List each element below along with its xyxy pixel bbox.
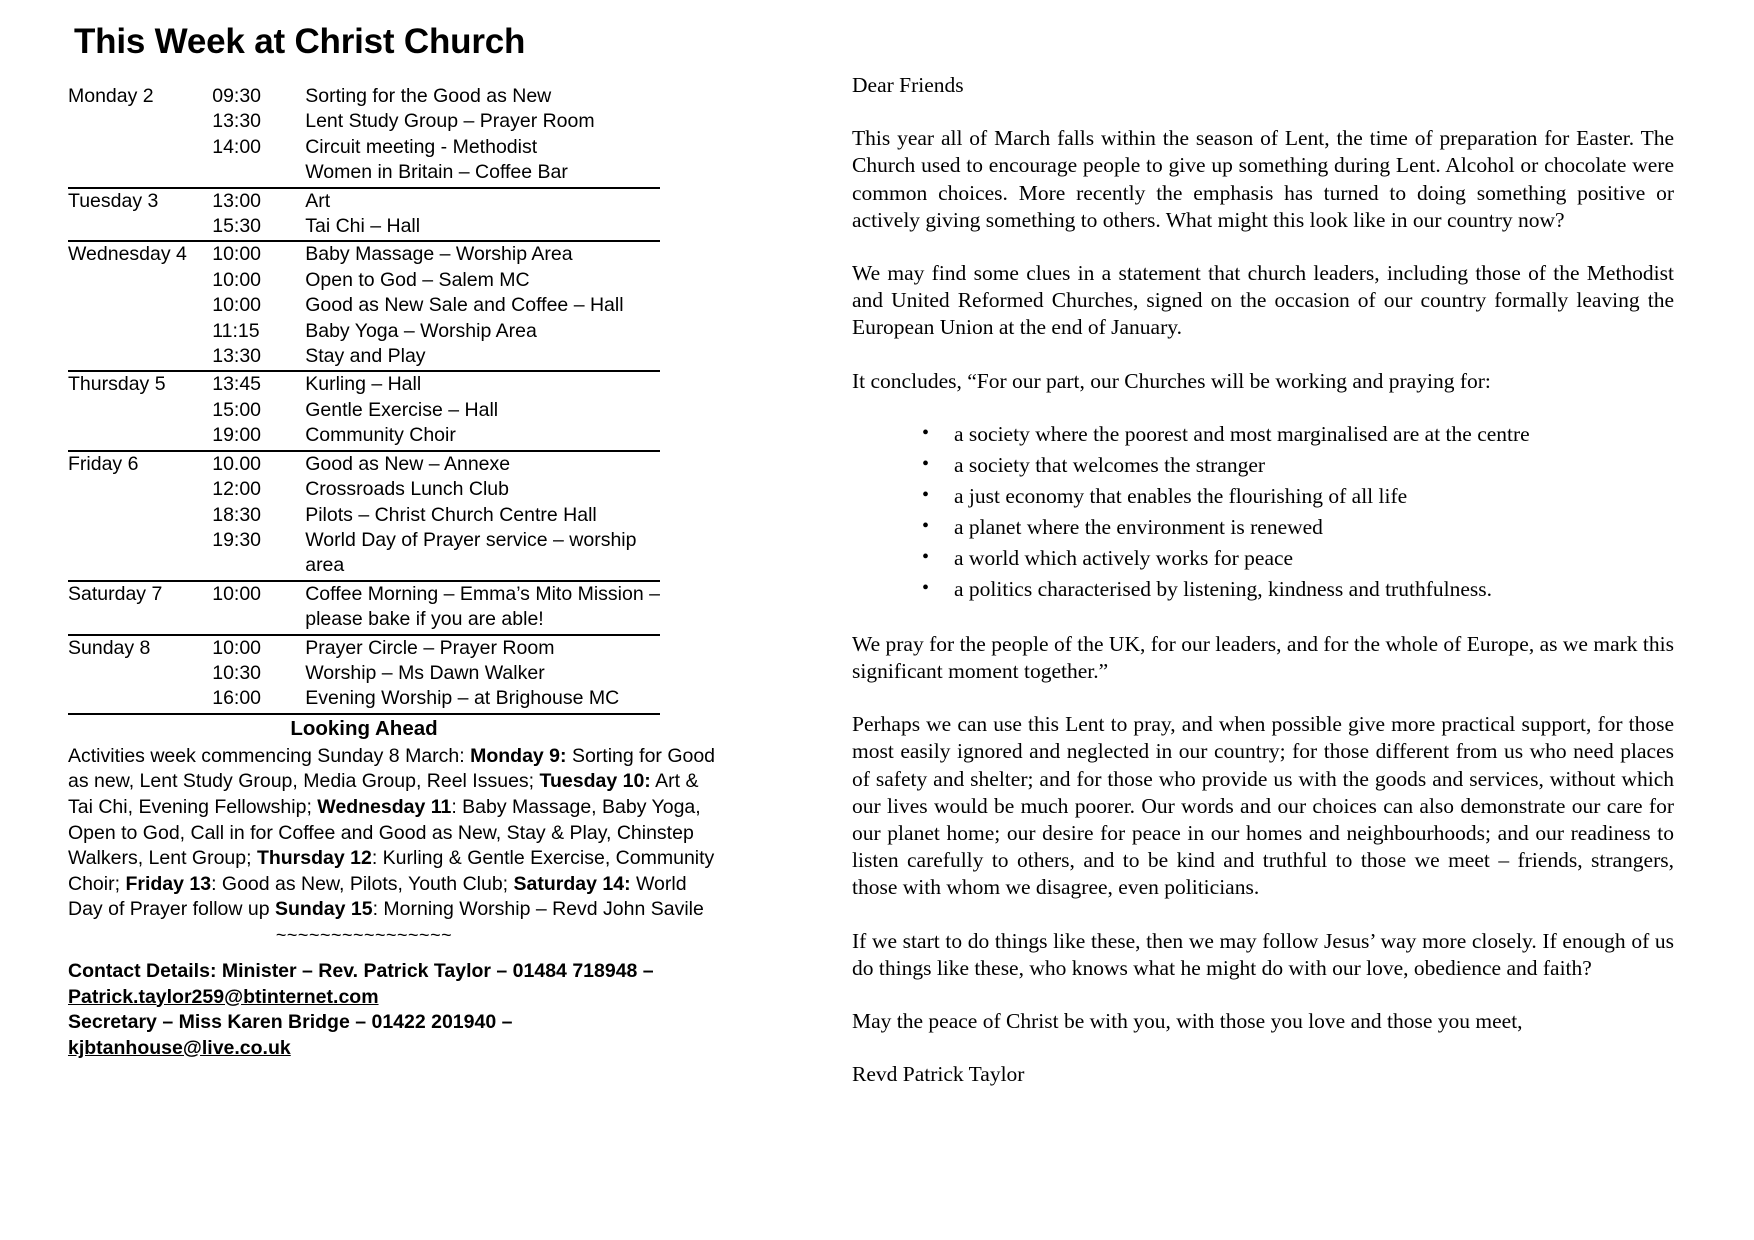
schedule-time: 18:30: [212, 503, 262, 526]
looking-ahead-day-text: : Morning Worship – Revd John Savile: [372, 898, 704, 921]
looking-ahead-heading: Looking Ahead: [290, 716, 438, 740]
letter-signature: Revd Patrick Taylor: [852, 1062, 1025, 1087]
contact-details: [68, 959, 728, 1061]
schedule-day-label: Monday 2: [68, 84, 212, 188]
schedule-event: Crossroads Lunch Club: [305, 478, 509, 501]
letter-column: [790, 0, 1754, 1240]
schedule-event: Baby Yoga – Worship Area: [305, 319, 537, 342]
schedule-times: [212, 635, 305, 714]
looking-ahead-day-text: : Good as New, Pilots, Youth Club;: [211, 872, 514, 895]
schedule-event: Evening Worship – at Brighouse MC: [305, 687, 620, 710]
weekly-schedule-table: [68, 84, 660, 715]
section-divider: ~~~~~~~~~~~~~~~~: [275, 924, 453, 945]
schedule-events: [305, 241, 660, 371]
schedule-times: [212, 84, 305, 188]
schedule-day-label: Saturday 7: [68, 581, 212, 635]
schedule-times: [212, 451, 305, 581]
schedule-event: Coffee Morning – Emma’s Mito Mission –: [305, 582, 660, 605]
schedule-column: [0, 0, 790, 1240]
schedule-event: Kurling – Hall: [305, 373, 422, 396]
schedule-time: 10:00: [212, 294, 262, 317]
letter-paragraph-3: It concludes, “For our part, our Churches will be working and praying for:: [852, 368, 1491, 393]
schedule-event: Worship – Ms Dawn Walker: [305, 661, 545, 684]
schedule-event: Gentle Exercise – Hall: [305, 398, 499, 421]
schedule-event: Tai Chi – Hall: [305, 215, 421, 238]
minister-line: Contact Details: Minister – Rev. Patrick Taylor – 01484 718948 –: [68, 959, 654, 982]
looking-ahead-day-label: Monday 9:: [470, 744, 567, 767]
schedule-event: Community Choir: [305, 424, 456, 447]
looking-ahead-intro: Activities week commencing Sunday 8 March:: [68, 744, 471, 767]
schedule-day-label: Thursday 5: [68, 371, 212, 450]
schedule-day-row: [68, 241, 660, 371]
schedule-events: [305, 371, 660, 450]
schedule-day-row: [68, 451, 660, 581]
looking-ahead-day-label: Friday 13: [125, 872, 212, 895]
schedule-event: Good as New Sale and Coffee – Hall: [305, 294, 624, 317]
schedule-times: [212, 241, 305, 371]
letter-paragraph-4: We pray for the people of the UK, for our leaders, and for the whole of Europe, as we mark this significant moment together.”: [852, 631, 1674, 684]
schedule-event: Circuit meeting - Methodist: [305, 135, 538, 158]
schedule-time: 10:30: [212, 661, 262, 684]
schedule-event: Pilots – Christ Church Centre Hall: [305, 503, 597, 526]
schedule-day-row: [68, 188, 660, 242]
schedule-event: Good as New – Annexe: [305, 452, 511, 475]
schedule-day-row: [68, 581, 660, 635]
pledge-item: • a politics characterised by listening, kindness and truthfulness.: [922, 574, 1674, 605]
pledge-item: • a society that welcomes the stranger: [922, 450, 1674, 481]
schedule-event: Prayer Circle – Prayer Room: [305, 636, 555, 659]
schedule-events: [305, 581, 660, 635]
pledge-item: • a planet where the environment is renewed: [922, 512, 1674, 543]
pledge-item: • a world which actively works for peace: [922, 543, 1674, 574]
schedule-time: 19:30: [212, 528, 262, 551]
schedule-day-label: Sunday 8: [68, 635, 212, 714]
schedule-time: 12:00: [212, 478, 262, 501]
schedule-time: 13:45: [212, 373, 262, 396]
schedule-events: [305, 451, 660, 581]
schedule-event: Women in Britain – Coffee Bar: [305, 161, 568, 184]
schedule-event: Art: [305, 189, 331, 212]
schedule-time: 16:00: [212, 687, 262, 710]
schedule-day-row: [68, 84, 660, 188]
schedule-time: 14:00: [212, 135, 262, 158]
schedule-event: please bake if you are able!: [305, 608, 544, 631]
looking-ahead-day-text: : Kurling & Gentle Exercise, Community Choir;: [68, 847, 715, 895]
schedule-time: 19:00: [212, 424, 262, 447]
letter-paragraph-2: We may find some clues in a statement that church leaders, including those of the Methodist and United Reformed Churches, signed on the occasion of our country formally leaving the European Union at the end of January.: [852, 261, 1674, 340]
looking-ahead-text: [68, 744, 718, 923]
looking-ahead-day-text: : Baby Massage, Baby Yoga, Open to God, Call in for Coffee and Good as New, Stay & Play, Chinstep Walkers, Lent Group;: [68, 795, 701, 870]
schedule-time: 13:00: [212, 189, 262, 212]
page-title: This Week at Christ Church: [74, 22, 526, 61]
looking-ahead-day-text: Art & Tai Chi, Evening Fellowship;: [68, 770, 699, 818]
schedule-time: 09:30: [212, 85, 262, 107]
letter-paragraph-6: If we start to do things like these, then we may follow Jesus’ way more closely. If enough of us do things like these, who knows what he might do with our love, obedience and faith?: [852, 928, 1674, 980]
looking-ahead-day-label: Sunday 15: [275, 898, 373, 921]
letter-closing: May the peace of Christ be with you, with those you love and those you meet,: [852, 1009, 1523, 1034]
pledge-item: • a just economy that enables the flourishing of all life: [922, 481, 1674, 512]
schedule-times: [212, 581, 305, 635]
schedule-day-label: Friday 6: [68, 451, 212, 581]
schedule-times: [212, 188, 305, 242]
letter-paragraph-1: This year all of March falls within the season of Lent, the time of preparation for Easter. The Church used to encourage people to give up something during Lent. Alcohol or chocolate were common choices. More recently the emphasis has turned to doing something positive or actively giving something to others. What might this look like in our country now?: [852, 126, 1674, 232]
schedule-time: 13:30: [212, 110, 262, 133]
schedule-event: Lent Study Group – Prayer Room: [305, 110, 595, 133]
schedule-times: [212, 371, 305, 450]
schedule-event: Stay and Play: [305, 345, 426, 368]
schedule-time: [212, 607, 305, 632]
schedule-time: 10:00: [212, 243, 262, 266]
schedule-time: 10:00: [212, 268, 262, 291]
schedule-event: Baby Massage – Worship Area: [305, 243, 573, 266]
schedule-events: [305, 188, 660, 242]
schedule-event: World Day of Prayer service – worship: [305, 528, 637, 551]
pledge-item: • a society where the poorest and most marginalised are at the centre: [922, 419, 1674, 450]
schedule-time: [212, 160, 305, 185]
letter-salutation: Dear Friends: [852, 73, 964, 97]
schedule-day-row: [68, 635, 660, 714]
schedule-events: [305, 84, 660, 188]
schedule-time: 10:00: [212, 636, 262, 659]
schedule-events: [305, 635, 660, 714]
schedule-time: [212, 553, 305, 578]
schedule-time: 15:00: [212, 398, 262, 421]
minister-email[interactable]: Patrick.taylor259@btinternet.com: [68, 985, 379, 1008]
schedule-event: area: [305, 554, 345, 577]
looking-ahead-day-text: Sorting for Good as new, Lent Study Group, Media Group, Reel Issues;: [68, 744, 716, 793]
looking-ahead-day-text: World Day of Prayer follow up: [68, 872, 687, 921]
schedule-day-label: Wednesday 4: [68, 241, 212, 371]
secretary-label: Secretary – Miss Karen Bridge – 01422 201940 –: [68, 1011, 513, 1034]
schedule-event: Sorting for the Good as New: [305, 85, 552, 107]
schedule-time: 13:30: [212, 345, 262, 368]
letter-paragraph-5: Perhaps we can use this Lent to pray, and when possible give more practical support, for those most easily ignored and neglected in our country; for those different from us who need places of safety and shelter; and for those who provide us with the goods and services, without which our lives would be much poorer. Our words and our choices can also demonstrate our care for our planet home; our desire for peace in our homes and neighbourhoods; and our readiness to listen carefully to others, and to be kind and truthful to those we meet – friends, strangers, those with whom we disagree, even politicians.: [852, 712, 1674, 900]
schedule-time: 10.00: [212, 452, 262, 475]
looking-ahead-day-label: Thursday 12: [256, 847, 372, 870]
schedule-time: 11:15: [212, 319, 260, 342]
looking-ahead-day-label: Saturday 14:: [513, 872, 631, 895]
schedule-day-row: [68, 371, 660, 450]
schedule-time: 10:00: [212, 582, 262, 605]
looking-ahead-day-label: Tuesday 10:: [539, 770, 651, 793]
schedule-event: Open to God – Salem MC: [305, 268, 530, 291]
pledges-list: [852, 419, 1674, 605]
schedule-time: 15:30: [212, 215, 262, 238]
schedule-day-label: Tuesday 3: [68, 188, 212, 242]
secretary-line: [68, 1010, 728, 1061]
secretary-email[interactable]: kjbtanhouse@live.co.uk: [68, 1036, 291, 1059]
looking-ahead-day-label: Wednesday 11: [317, 795, 452, 818]
